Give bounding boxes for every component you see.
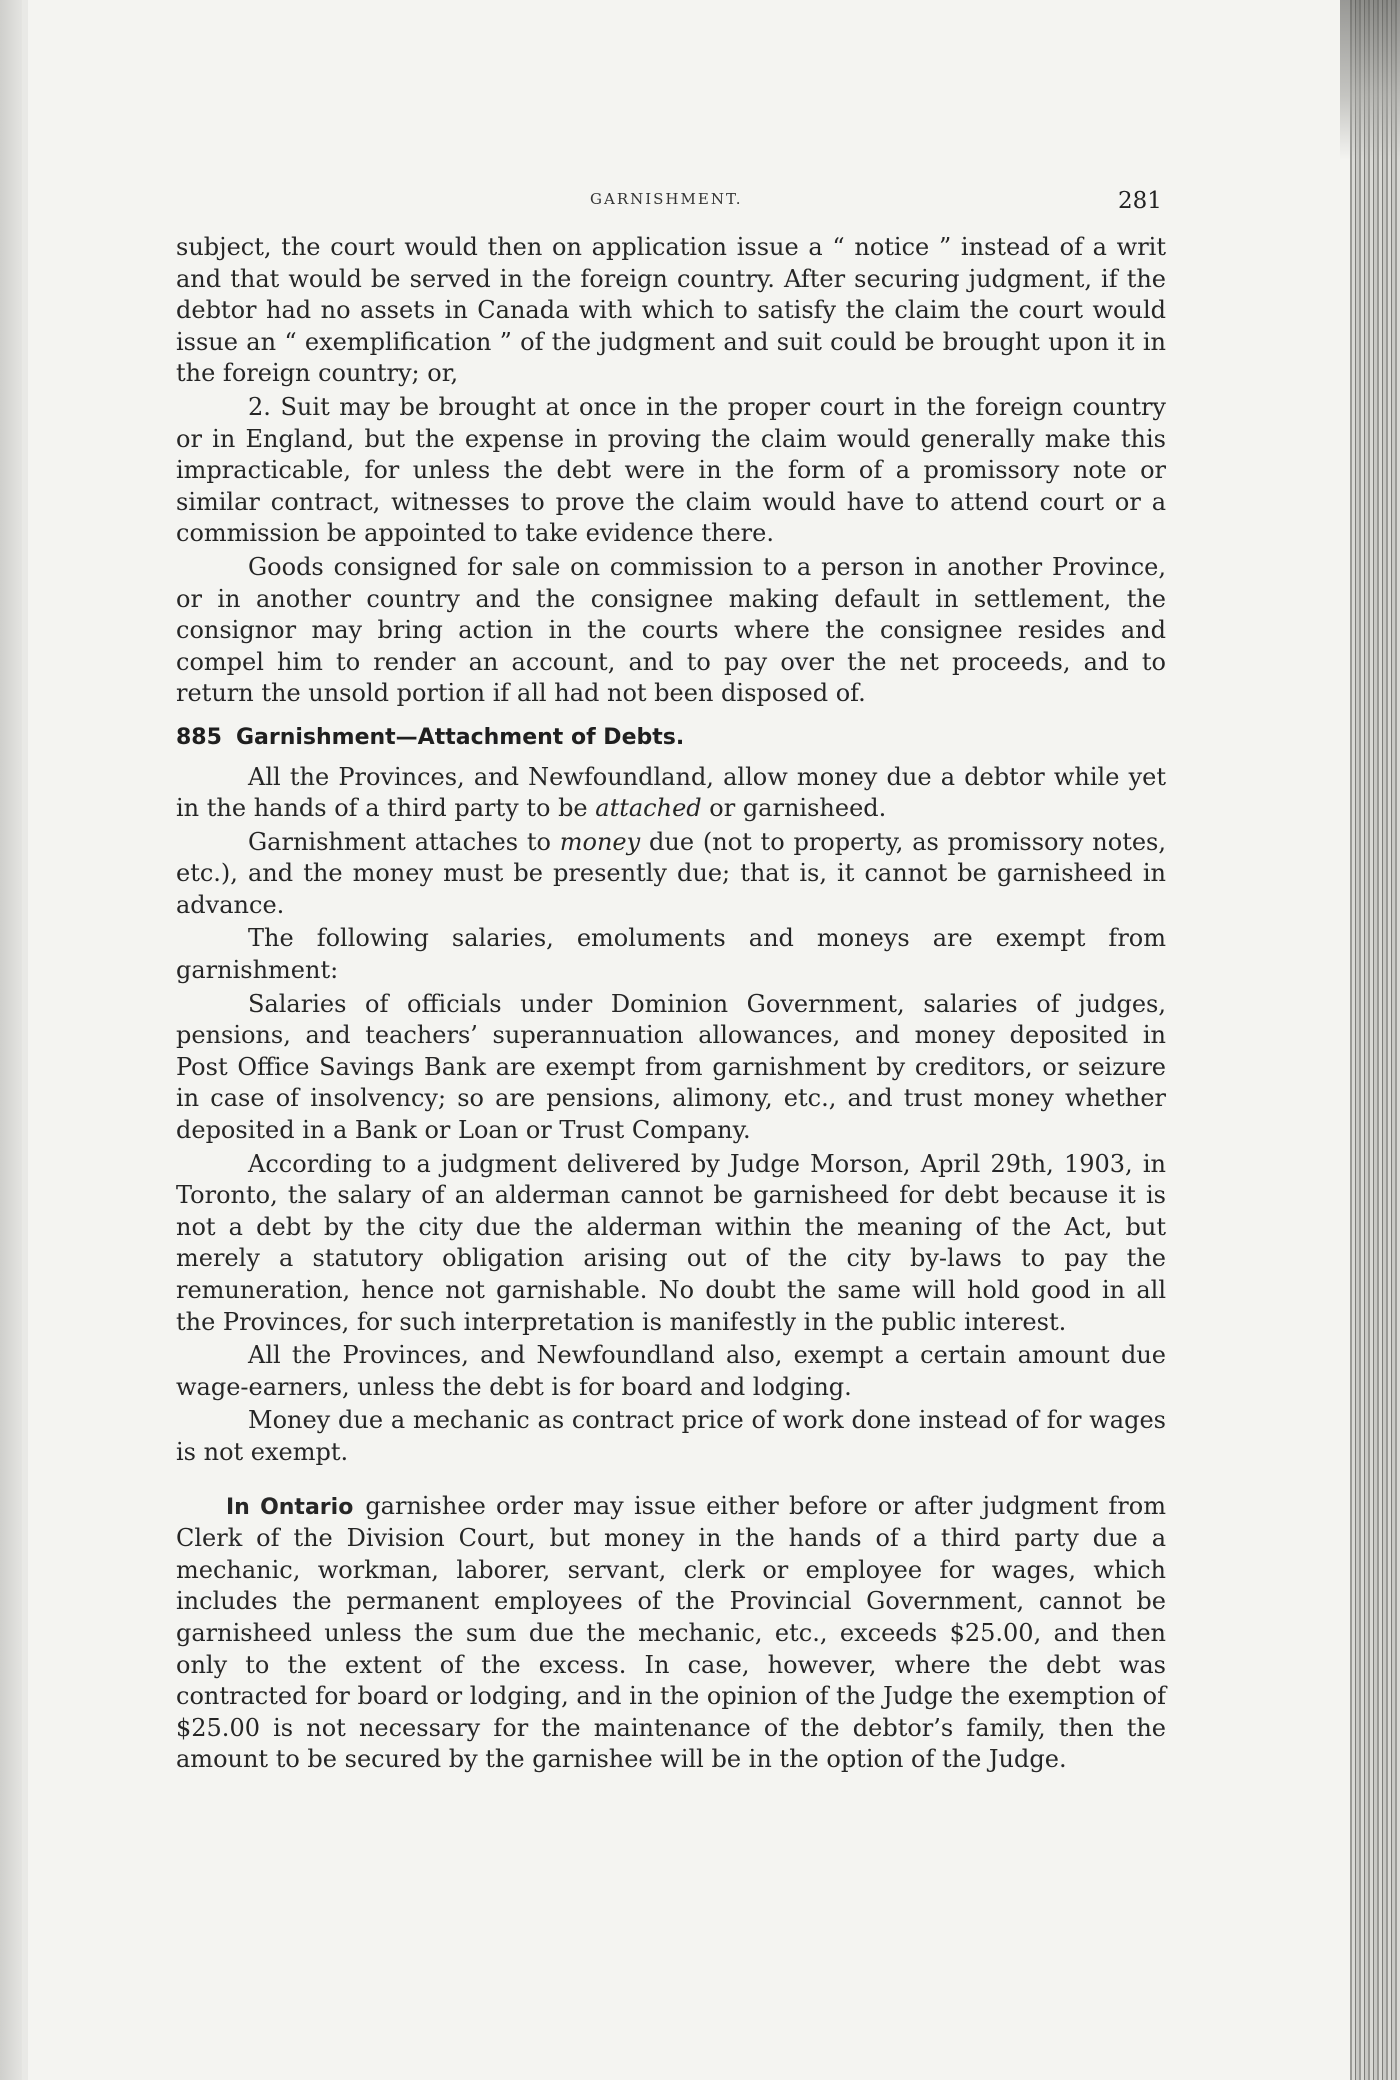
page-number: 281 xyxy=(1118,188,1162,214)
paragraph-salaries: Salaries of officials under Dominion Government, salaries of judges, pensions, and teachers’ superannuation allowances, and money deposited in Post Office Savings Bank are exempt from garnishment by creditors, or seizure in case of insolvency; so are pensions, alimony, etc., and trust money whether deposited in a Bank or Loan or Trust Company. xyxy=(176,989,1166,1145)
page-stack-edges xyxy=(1350,0,1400,2080)
body-text xyxy=(176,232,1166,1778)
paragraph-ontario xyxy=(176,1491,1166,1776)
paragraph-exemptions-intro: The following salaries, emoluments and moneys are exempt from garnishment: xyxy=(176,924,1166,985)
paragraph-mechanic: Money due a mechanic as contract price of work done instead of for wages is not exempt. xyxy=(176,1406,1166,1466)
text-run: All the Provinces, and Newfoundland, allow money due a debtor while yet in the hands of a third party to be xyxy=(176,762,1166,823)
section-title: Garnishment—Attachment of Debts. xyxy=(235,724,685,750)
paragraph-wage-earners: All the Provinces, and Newfoundland also, exempt a certain amount due wage-earners, unless the debt is for board and lodging. xyxy=(176,1341,1166,1401)
paragraph-judgment-morson: According to a judgment delivered by Judge Morson, April 29th, 1903, in Toronto, the salary of an alderman cannot be garnisheed for debt because it is not a debt by the city due the alderman within the meaning of the Act, but merely a statutory obligation arising out of the city by-laws to pay the remuneration, hence not garnishable. No doubt the same will hold good in all the Provinces, for such interpretation is manifestly in the public interest. xyxy=(176,1149,1166,1336)
region-label-ontario: In Ontario xyxy=(226,1494,354,1520)
page-stack-shadow xyxy=(1340,0,1400,160)
italic-term: attached xyxy=(595,794,702,823)
text-run: or garnisheed. xyxy=(701,794,887,823)
paragraph-suit-option: 2. Suit may be brought at once in the proper court in the foreign country or in England, but the expense in proving the claim would generally make this impracticable, for unless the debt were in the form of a promissory note or similar contract, witnesses to prove the claim would have to attend court or a commission be appointed to take evidence there. xyxy=(176,392,1166,548)
running-head: GARNISHMENT. xyxy=(590,190,743,208)
italic-term: money xyxy=(559,827,641,856)
ontario-text: garnishee order may issue either before or after judgment from Clerk of the Division Court, but money in the hands of a third party due a mechanic, workman, laborer, servant, clerk or employee for wages, which includes the permanent employees of the Provincial Government, cannot be garnisheed unless the sum due the mechanic, etc., exceeds $25.00, and then only to the extent of the excess. In case, however, where the debt was contracted for board or lodging, and in the opinion of the Judge the exemption of $25.00 is not necessary for the maintenance of the debtor’s family, then the amount to be secured by the garnishee will be in the option of the Judge. xyxy=(176,1491,1166,1774)
paragraph-attachment xyxy=(176,762,1166,825)
text-run: Garnishment attaches to xyxy=(248,827,560,856)
section-heading xyxy=(176,722,1166,754)
paragraph-continued: subject, the court would then on application issue a “ notice ” instead of a writ and that would be served in the foreign country. After securing judgment, if the debtor had no assets in Canada with which to satisfy the claim the court would issue an “ exemplification ” of the judgment and suit could be brought upon it in the foreign country; or, xyxy=(176,233,1166,388)
paragraph-money-due xyxy=(176,827,1166,922)
facing-page-edge xyxy=(0,0,22,2080)
section-number: 885 xyxy=(176,724,222,750)
text-run: due (not to property, as promissory notes, etc.), and the money must be presently due; that is, it cannot be garnisheed in advance. xyxy=(176,827,1166,919)
paragraph-goods-consigned: Goods consigned for sale on commission to a person in another Province, or in another country and the consignee making default in settlement, the consignor may bring action in the courts where the consignee resides and compel him to render an account, and to pay over the net proceeds, and to return the unsold portion if all had not been disposed of. xyxy=(176,552,1166,708)
